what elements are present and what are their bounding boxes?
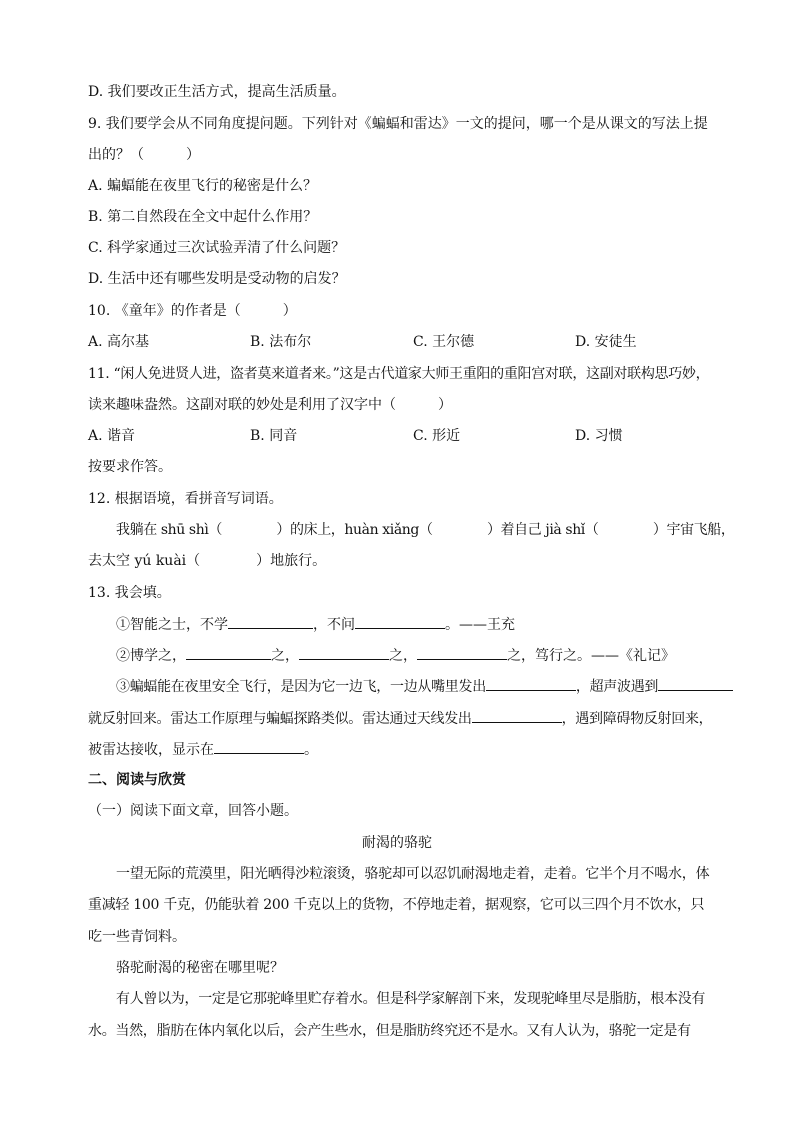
- q11-option-d: D. 习惯: [575, 428, 623, 444]
- fill-blank[interactable]: [658, 676, 733, 691]
- q11-stem: 11. “闲人免进贤人进，盗者莫来道者来。”这是古代道家大师王重阳的重阳宫对联，这副对联构思巧妙，: [88, 366, 710, 382]
- q10-stem: 10. 《童年》的作者是（ ）: [88, 303, 297, 319]
- q12-sentence: 我躺在 shū shì（ ）的床上，huàn xiǎng（ ）着自己 jià shǐ（ ）宇宙飞船，: [116, 522, 735, 538]
- q13-item-3-text-b: ，超声波遇到: [575, 679, 659, 695]
- q9-option-c: C. 科学家通过三次试验弄清了什么问题？: [88, 240, 346, 256]
- fill-blank[interactable]: [214, 739, 304, 754]
- fill-blank[interactable]: [299, 645, 389, 660]
- q13-stem: 13. 我会填。: [88, 585, 171, 601]
- q13-item-1-text-b: ，不问: [313, 617, 355, 633]
- q9-stem: 9. 我们要学会从不同角度提问题。下列针对《蝙蝠和雷达》一文的提问，哪一个是从课文的写法上提: [88, 116, 708, 132]
- q13-item-3-text-a: ③蝙蝠能在夜里安全飞行，是因为它一边飞，一边从嘴里发出: [116, 679, 486, 695]
- q11-stem-cont: 读来趣味盎然。这副对联的妙处是利用了汉字中（ ）: [88, 397, 452, 413]
- q11-option-a: A. 谐音: [88, 428, 136, 444]
- section-heading: 二、阅读与欣赏: [88, 772, 186, 788]
- q13-item-3: [116, 676, 714, 697]
- article-paragraph: 有人曾以为，一定是它那驼峰里贮存着水。但是科学家解剖下来，发现驼峰里尽是脂肪，根本没有: [116, 991, 706, 1007]
- article-paragraph: 重减轻 100 千克，仍能驮着 200 千克以上的货物，不停地走着，据观察，它可以三四个月不饮水，只: [88, 897, 705, 913]
- q9-stem-cont: 出的？（ ）: [88, 147, 200, 163]
- q9-option-a: A. 蝙蝠能在夜里飞行的秘密是什么？: [88, 178, 318, 194]
- q13-item-3-cont: [88, 708, 714, 729]
- fill-blank[interactable]: [472, 708, 562, 723]
- article-paragraph: 吃一些青饲料。: [88, 929, 186, 945]
- q13-item-1: [116, 614, 714, 635]
- q13-item-3-cont2: [88, 739, 714, 760]
- q8-option-d: D. 我们要改正生活方式，提高生活质量。: [88, 84, 346, 100]
- q12-stem: 12. 根据语境，看拼音写词语。: [88, 491, 283, 507]
- fill-blank[interactable]: [186, 645, 271, 660]
- section-instruction: 按要求作答。: [88, 459, 172, 475]
- article-paragraph: 骆驼耐渴的秘密在哪里呢？: [116, 960, 284, 976]
- q10-option-d: D. 安徒生: [575, 334, 637, 350]
- q13-item-2: [116, 645, 714, 666]
- q10-option-a: A. 高尔基: [88, 334, 150, 350]
- q11-option-b: B. 同音: [250, 428, 298, 444]
- q11-option-c: C. 形近: [413, 428, 461, 444]
- article-paragraph: 水。当然，脂肪在体内氧化以后，会产生些水，但是脂肪终究还不是水。又有人认为，骆驼一定是有: [88, 1023, 691, 1039]
- article-title: 耐渴的骆驼: [362, 835, 432, 851]
- q13-item-3-text-c: 就反射回来。雷达工作原理与蝙蝠探路类似。雷达通过天线发出: [88, 711, 472, 727]
- q13-item-3-text-e: 被雷达接收，显示在: [88, 742, 214, 758]
- fill-blank[interactable]: [228, 614, 313, 629]
- fill-blank[interactable]: [417, 645, 507, 660]
- q12-sentence-cont: 去太空 yú kuài（ ）地旅行。: [88, 553, 327, 569]
- q10-option-c: C. 王尔德: [413, 334, 475, 350]
- q13-item-2-text-a: ②博学之，: [116, 648, 186, 664]
- fill-blank[interactable]: [355, 614, 445, 629]
- fill-blank[interactable]: [486, 676, 576, 691]
- q13-item-1-text-a: ①智能之士，不学: [116, 617, 228, 633]
- q13-item-2-text-b: 之，: [271, 648, 299, 664]
- q13-item-3-text-f: 。: [304, 742, 318, 758]
- q9-option-d: D. 生活中还有哪些发明是受动物的启发？: [88, 271, 346, 287]
- q13-item-2-text-d: 之，笃行之。——《礼记》: [507, 648, 675, 664]
- q9-option-b: B. 第二自然段在全文中起什么作用？: [88, 209, 318, 225]
- reading-instruction: （一）阅读下面文章，回答小题。: [88, 803, 298, 819]
- q13-item-2-text-c: 之，: [389, 648, 417, 664]
- q13-item-3-text-d: ，遇到障碍物反射回来，: [561, 711, 713, 727]
- article-paragraph: 一望无际的荒漠里，阳光晒得沙粒滚烫，骆驼却可以忍饥耐渴地走着，走着。它半个月不喝水，体: [116, 866, 710, 882]
- q10-option-b: B. 法布尔: [250, 334, 312, 350]
- q13-item-1-text-c: 。——王充: [445, 617, 515, 633]
